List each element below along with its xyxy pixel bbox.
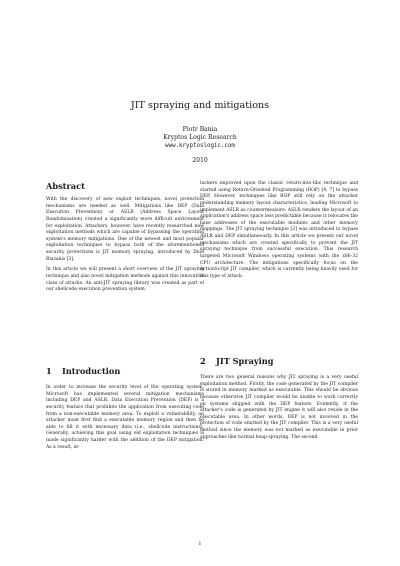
author-name: Piotr Bania	[182, 126, 218, 133]
jit-spraying-section	[200, 356, 358, 441]
section-heading-jit-spraying	[200, 356, 358, 366]
section-title: Introduction	[62, 366, 121, 376]
introduction-section	[46, 366, 204, 451]
abstract-paragraph: With the discovery of new exploit techniques, novel protection mechanisms are needed as well. Mitigations like DEP (Data Execution Prevention) or ASLR (Address Space Layout Randomization) created a significantly more difficult environment for exploitation. Attackers, however, have recently researched new exploitation methods which are capable of bypassing the operating system's memory mitigations. One of the newest and most popular exploitation techniques to bypass both of the aforementioned security protections is JIT memory spraying, introduced by Dion Blazakis [3].	[46, 197, 204, 262]
abstract-heading: Abstract	[46, 181, 85, 191]
section-heading-introduction	[46, 366, 204, 376]
author-affiliation: Kryptos Logic Research	[163, 134, 237, 141]
page-number: 1	[198, 541, 202, 547]
introduction-continuation	[200, 181, 358, 280]
publication-year: 2010	[192, 157, 208, 164]
abstract-paragraph: In this article we will present a short overview of the JIT spraying technique and also novel mitigation methods against this innovative class of attacks. An anti-JIT spraying library was created as part of our shellcode execution prevention system.	[46, 267, 204, 293]
author-website: www.kryptoslogic.com	[165, 143, 235, 149]
section-number: 2	[200, 356, 206, 366]
jit-spraying-paragraph: There are two general reasons why JIT spraying is a very useful exploitation method. Firstly, the code generated by the JIT compiler is stored in memory marked as executable. This should be obvious because otherwise JIT compiler would be unable to work correctly on systems shipped with the DEP feature. Evidently, if the attacker's code is generated by JIT engine it will also reside in the executable area. In other words, DEP is not involved in the protection of code emitted by the JIT compiler. This is a very useful method since the memory was not marked as executable in prior approaches like normal heap spraying. The second	[200, 375, 358, 440]
section-number: 1	[46, 366, 52, 376]
section-title: JIT Spraying	[216, 356, 274, 366]
abstract-section	[46, 181, 204, 294]
introduction-paragraph: In order to increase the security level of the operating system, Microsoft has implemented several mitigation mechanisms including DEP and ASLR. Data Execution Prevention (DEP) is a security feature that prohibits the application from executing code from a non-executable memory area. To exploit a vulnerability, an attacker must first find a executable memory region and then be able to fill it with necessary data (i.e., shellcode instructions). Generally, achieving this goal using old exploitation techniques is made significantly harder with the addition of the DEP mitigation. As a result, at-	[46, 385, 204, 450]
paper-title: JIT spraying and mitigations	[130, 100, 270, 111]
introduction-continuation-paragraph: tackers improved upon the classic return-into-libc technique and started using Return-Oriented Programming (ROP) [4, 7] to bypass DEP. However, techniques like ROP still rely on the attacker understanding memory layout characteristics, leading Microsoft to implement ASLR as countermeasure. ASLR renders the layout of an application's address space less predictable because it relocates the base addresses of the executable modules and other memory mappings. The JIT spraying technique [3] was introduced to bypass ASLR and DEP simultaneously. In this article we present our novel mechanisms which are created specifically to prevent the JIT spraying technique from successful execution. This research targeted Microsoft Windows operating systems with the x86-32 CPU architecture. The mitigations specifically focus on the ActionScript JIT compiler, which is currently being heavily used for this type of attack.	[200, 181, 358, 279]
